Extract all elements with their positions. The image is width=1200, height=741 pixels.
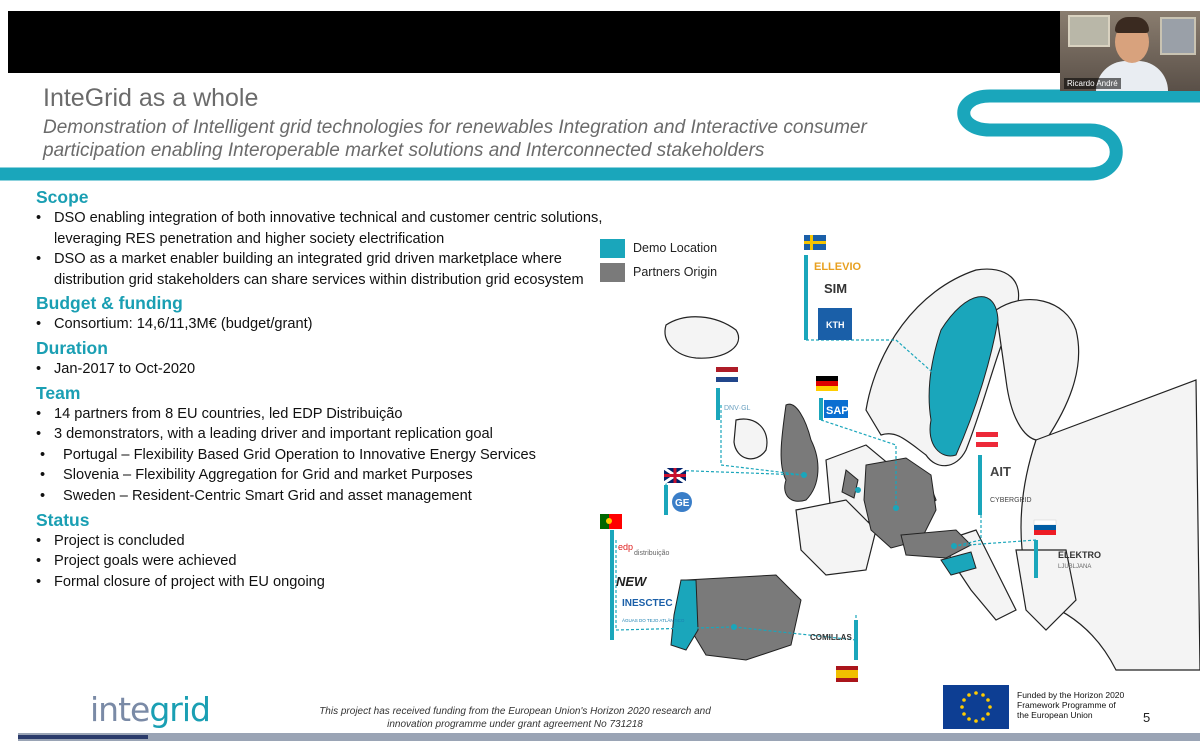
slide-content — [36, 186, 606, 594]
logo-part2: grid — [149, 690, 210, 729]
duration-section — [36, 337, 606, 380]
page-number: 5 — [1143, 710, 1151, 725]
germany-flag — [816, 376, 838, 391]
spain-flag — [836, 666, 858, 682]
sub-list-item: • Portugal – Flexibility Based Grid Operation to Innovative Energy Services — [36, 445, 606, 466]
austria-bar — [978, 455, 982, 515]
logo-ge: GE — [675, 498, 690, 509]
map-legend — [600, 238, 717, 286]
eu-flag-icon — [943, 685, 1009, 729]
list-item: • DSO as a market enabler building an integrated grid driven marketplace where distribution grid stakeholders can share services within distribution grid ecosystem — [36, 249, 606, 290]
spain-partner-shape — [686, 575, 801, 660]
logo-ellevio: ELLEVIO — [814, 261, 862, 273]
uk-partner-shape — [781, 404, 818, 501]
ireland-shape — [734, 419, 767, 459]
legend-partners-swatch — [600, 263, 625, 282]
logo-new: NEW — [616, 574, 647, 589]
slovenia-bar — [1034, 540, 1038, 578]
legend-demo-label: Demo Location — [633, 241, 718, 255]
slovenia-flag — [1034, 520, 1056, 535]
list-item: • DSO enabling integration of both innovative technical and customer centric solutions, leveraging RES penetration and higher society electrification — [36, 208, 606, 249]
legend-partners-label: Partners Origin — [633, 265, 718, 279]
section-heading: Budget & funding — [36, 293, 183, 314]
presentation-progress-bar[interactable] — [18, 733, 1200, 741]
sweden-flag — [804, 235, 826, 250]
presentation-progress-fill — [18, 735, 148, 739]
balkans-shape — [1016, 550, 1076, 630]
iceland-shape — [665, 317, 739, 358]
netherlands-flag — [716, 367, 738, 382]
austria-flag — [976, 432, 998, 447]
legend-demo-swatch — [600, 239, 625, 258]
sub-list-item: • Sweden – Resident-Centric Smart Grid and asset management — [36, 486, 606, 507]
status-section — [36, 509, 606, 593]
section-heading: Team — [36, 382, 81, 403]
uk-connector — [666, 470, 804, 495]
integrid-logo — [90, 690, 210, 729]
uk-flag — [664, 468, 686, 483]
finland-shape — [996, 300, 1079, 441]
logo-distribuicao: distribuição — [634, 550, 670, 557]
logo-ait: AIT — [990, 464, 1011, 479]
participant-video-tile[interactable] — [1060, 11, 1200, 91]
europe-map — [596, 230, 1200, 684]
eu-funding-text: Funded by the Horizon 2020 Framework Programme of the European Union — [1017, 690, 1125, 720]
section-heading: Status — [36, 509, 90, 530]
slide-subtitle: Demonstration of Intelligent grid technologies for renewables Integration and Interactive consumer participation enabling Interoperable market solutions and Interconnected stakeholders — [43, 117, 867, 161]
team-section — [36, 382, 606, 507]
legend-partners — [600, 262, 717, 282]
logo-aguas-tejo: ÁGUAS DO TEJO ATLÂNTICO — [622, 618, 685, 623]
section-heading: Scope — [36, 187, 89, 207]
netherlands-dot — [855, 487, 861, 493]
logo-sap: SAP — [826, 405, 849, 417]
funding-statement: This project has received funding from the European Union's Horizon 2020 research and innovation programme under grant agreement No 731218 — [319, 706, 711, 730]
logo-dnvgl: DNV·GL — [724, 405, 751, 412]
list-item: • 3 demonstrators, with a leading driver and important replication goal — [36, 424, 606, 445]
participant-name: Ricardo André — [1064, 78, 1121, 89]
section-heading: Duration — [36, 337, 108, 358]
presentation-top-bar — [8, 11, 1200, 73]
list-item: • Jan-2017 to Oct-2020 — [36, 359, 606, 380]
logo-comillas: COMILLAS — [810, 633, 852, 642]
list-item: • Project is concluded — [36, 531, 606, 552]
logo-part1: inte — [90, 690, 150, 729]
sweden-bar — [804, 255, 808, 340]
legend-demo — [600, 238, 717, 258]
wall-picture — [1068, 15, 1110, 47]
logo-sim: SIM — [824, 281, 848, 296]
list-item: • Project goals were achieved — [36, 551, 606, 572]
logo-kth: KTH — [826, 320, 845, 330]
logo-inesctec: INESCTEC — [622, 598, 673, 609]
uk-bar — [664, 485, 668, 515]
netherlands-bar — [716, 388, 720, 420]
germany-bar — [819, 398, 823, 420]
portugal-demo-shape — [671, 580, 698, 650]
slide-title: InteGrid as a whole — [43, 84, 259, 112]
wall-picture — [1160, 17, 1196, 55]
list-item: • Consortium: 14,6/11,3M€ (budget/grant) — [36, 314, 606, 335]
logo-elektro: ELEKTRO — [1058, 550, 1102, 560]
portugal-bar — [610, 530, 614, 640]
logo-ljubljana: LJUBLJANA — [1058, 564, 1092, 570]
logo-cybergrid: CYBERGRID — [990, 497, 1032, 504]
window-top-strip — [0, 0, 1200, 11]
budget-section — [36, 292, 606, 335]
list-item: • Formal closure of project with EU ongoing — [36, 572, 606, 593]
scope-section — [36, 186, 606, 290]
logo-edp: edp — [618, 542, 634, 552]
list-item: • 14 partners from 8 EU countries, led EDP Distribuição — [36, 404, 606, 425]
spain-bar — [854, 620, 858, 660]
sub-list-item: • Slovenia – Flexibility Aggregation for Grid and market Purposes — [36, 465, 606, 486]
portugal-flag — [600, 514, 622, 529]
